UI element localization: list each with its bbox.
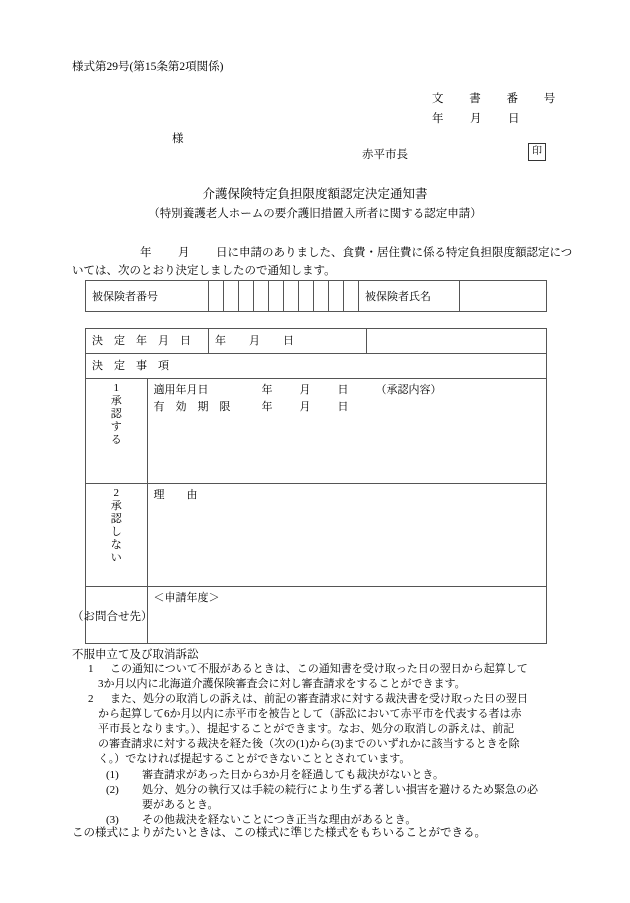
intro-year: 年 — [140, 247, 152, 259]
fiscal-year-label: ＜申請年度＞ — [153, 592, 220, 604]
doc-date-day: 日 — [508, 113, 520, 125]
appeal-item-2-line-4: の審査請求に対する裁決を経た後（次の(1)から(3)までのいずれかに該当するときを除 — [98, 738, 520, 750]
seal-stamp-box: 印 — [528, 143, 546, 161]
page-subtitle: （特別養護老人ホームの要介護旧措置入所者に関する認定申請） — [148, 208, 482, 220]
decision-date-value[interactable] — [209, 329, 367, 354]
approve-apply-date-line — [154, 382, 541, 399]
reject-label-char-3: 認 — [110, 512, 122, 525]
insured-number-cell-3[interactable] — [239, 281, 254, 312]
approve-label-char-3: 認 — [110, 407, 122, 420]
approve-apply-month: 月 — [299, 384, 311, 396]
insured-number-cell-1[interactable] — [209, 281, 224, 312]
document-date-line — [432, 110, 520, 126]
appeal-subitem-2-line-2: 要があるとき。 — [142, 799, 219, 811]
reject-row — [86, 484, 547, 587]
page-title: 介護保険特定負担限度額認定決定通知書 — [202, 187, 428, 201]
appeal-item-1-number: 1 — [88, 663, 94, 675]
decision-table — [85, 328, 547, 644]
appeal-subitem-3-line-1: その他裁決を経ないことにつき正当な理由があるとき。 — [142, 814, 417, 826]
reject-label-char-4: し — [110, 525, 122, 538]
appeal-item-2-line-2: から起算して6か月以内に赤平市を被告として（訴訟において赤平市を代表する者は赤 — [98, 708, 522, 720]
approve-vertical-label — [86, 379, 148, 484]
approve-apply-year: 年 — [261, 384, 273, 396]
decision-date-day: 日 — [283, 335, 294, 347]
decision-date-spacer — [367, 329, 547, 354]
approve-content-note: （承認内容） — [375, 384, 442, 396]
appeal-item-2-line-5: く。）でなければ提起することができないこととされています。 — [98, 753, 411, 765]
addressee-honorific: 様 — [172, 133, 184, 145]
reject-label-char-1: 2 — [113, 487, 119, 499]
approve-label-char-2: 承 — [110, 394, 122, 407]
reject-reason-label: 理 由 — [153, 489, 198, 501]
decision-date-month: 月 — [249, 335, 260, 347]
insured-number-cell-5[interactable] — [269, 281, 284, 312]
appeal-subitem-1-line-1: 審査請求があった日から3か月を経過しても裁決がないとき。 — [142, 769, 444, 781]
approve-valid-day: 日 — [337, 401, 349, 414]
intro-month: 月 — [178, 247, 190, 259]
approve-apply-day: 日 — [337, 384, 349, 396]
fiscal-year-row — [86, 587, 547, 644]
insured-number-cell-7[interactable] — [299, 281, 314, 312]
decision-date-label: 決 定 年 月 日 — [86, 329, 209, 354]
appeal-subitem-2-number: (2) — [106, 784, 119, 796]
table-row — [86, 281, 547, 312]
intro-line-1 — [140, 244, 572, 260]
approve-row — [86, 379, 547, 484]
approve-valid-label: 有 効 期 限 — [153, 401, 231, 414]
insured-number-cell-10[interactable] — [344, 281, 359, 312]
approve-label-char-1: 1 — [113, 382, 119, 394]
decision-items-header-row — [86, 354, 547, 379]
appeal-item-2-number: 2 — [88, 693, 94, 705]
issuer-name: 赤平市長 — [362, 149, 408, 161]
appeal-subitem-2-line-1: 処分、処分の執行又は手続の続行により生ずる著しい損害を避けるため緊急の必 — [142, 784, 538, 796]
appeal-item-1-line-1: この通知について不服があるときは、この通知書を受け取った日の翌日から起算して — [110, 663, 528, 675]
insured-person-table — [85, 280, 547, 312]
fiscal-year-content[interactable] — [147, 587, 547, 644]
approve-label-char-4: す — [110, 420, 122, 433]
appeal-subitem-1-number: (1) — [106, 769, 119, 781]
insured-number-label: 被保険者番号 — [86, 281, 209, 312]
insured-number-cell-2[interactable] — [224, 281, 239, 312]
intro-line-2: いては、次のとおり決定しましたので通知します。 — [72, 265, 336, 277]
document-number-label: 文 書 番 号 — [432, 93, 563, 105]
reject-vertical-label — [86, 484, 148, 587]
approve-valid-year: 年 — [261, 401, 273, 414]
approve-content[interactable] — [147, 379, 547, 484]
intro-day-text: 日に申請のありました、食費・居住費に係る特定負担限度額認定につ — [216, 247, 573, 259]
contact-note: （お問合せ先） — [72, 611, 153, 623]
insured-number-cell-6[interactable] — [284, 281, 299, 312]
insured-number-cell-9[interactable] — [329, 281, 344, 312]
appeal-item-2-line-1: また、処分の取消しの訴えは、前記の審査請求に対する裁決書を受け取った日の翌日 — [110, 693, 528, 705]
appeal-item-1-line-2: 3か月以内に北海道介護保険審査会に対し審査請求をすることができます。 — [98, 678, 466, 690]
approve-label-char-5: る — [110, 433, 122, 446]
reject-label-char-2: 承 — [110, 499, 122, 512]
approve-apply-date-label: 適用年月日 — [153, 384, 209, 396]
closing-note: この様式によりがたいときは、この様式に準じた様式をもちいることができる。 — [72, 827, 486, 839]
appeal-subitem-3-number: (3) — [106, 814, 119, 826]
approve-valid-period-line — [154, 399, 541, 416]
reject-label-char-5: な — [110, 538, 122, 551]
decision-date-row — [86, 329, 547, 354]
insured-number-cell-8[interactable] — [314, 281, 329, 312]
approve-valid-month: 月 — [299, 401, 311, 414]
doc-date-month: 月 — [470, 113, 482, 125]
insured-name-value[interactable] — [460, 281, 547, 312]
decision-items-label: 決 定 事 項 — [86, 354, 547, 379]
appeal-item-2-line-3: 平市長となります。）、提起することができます。なお、処分の取消しの訴えは、前記 — [98, 723, 515, 735]
decision-date-year: 年 — [215, 335, 226, 347]
form-code: 様式第29号(第15条第2項関係) — [72, 61, 224, 73]
doc-date-year: 年 — [432, 113, 444, 125]
reject-label-char-6: い — [110, 551, 122, 564]
insured-number-cell-4[interactable] — [254, 281, 269, 312]
insured-name-label: 被保険者氏名 — [359, 281, 460, 312]
reject-content[interactable] — [147, 484, 547, 587]
appeal-heading: 不服申立て及び取消訴訟 — [72, 649, 199, 661]
